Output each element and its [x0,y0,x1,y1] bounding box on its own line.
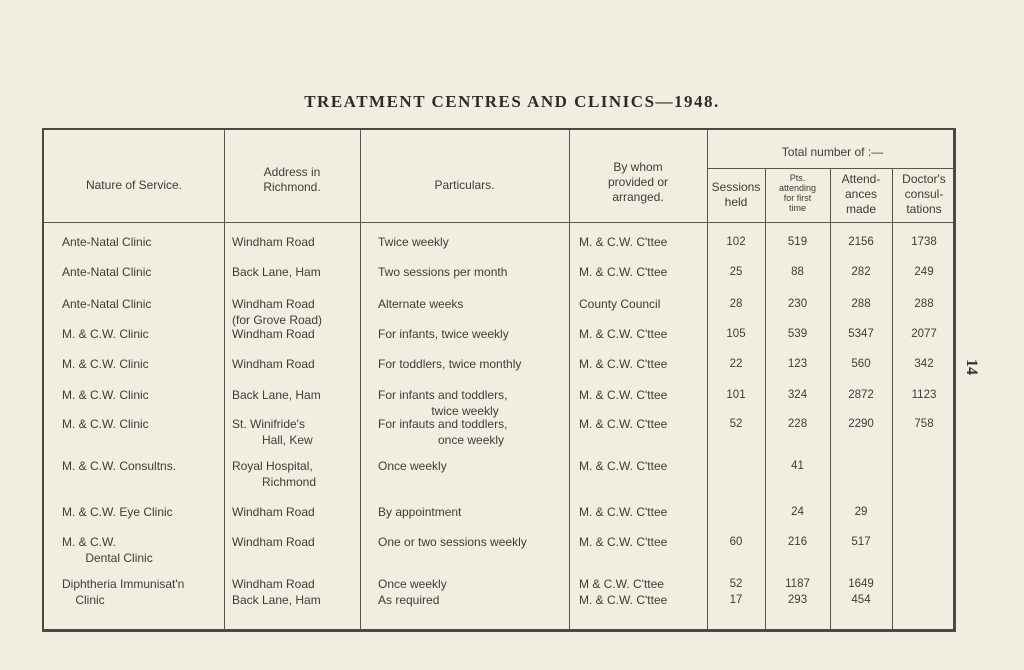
cell-nature: M. & C.W. Clinic [62,357,149,371]
cell-nature: M. & C.W. Consultns. [62,459,177,473]
cell-address: Back Lane, Ham [232,388,321,402]
cell-pts: 41 [791,460,804,472]
cell-pts: 539 [787,328,808,340]
cell-nature: M. & C.W. Clinic [62,388,149,402]
cell-doctors: 758 [914,418,934,430]
cell-sessions: 101 [726,389,746,401]
cell-particulars: Once weekly [378,459,447,473]
cell-address: Windham Road [232,505,315,519]
cell-pts: 123 [787,358,808,370]
cell-attendances: 2156 [848,236,874,248]
cell-pts: 88 [791,266,804,278]
cell-address: Windham Road [232,327,315,341]
cell-sessions: 102 [726,236,746,248]
cell-pts: 216 [787,536,808,548]
cell-attendances: 29 [854,506,868,518]
header-pts-attending: Pts. attending for first time [778,173,817,213]
cell-particulars: Twice weekly [378,235,449,249]
clinics-table [42,128,956,632]
cell-nature: Ante-Natal Clinic [62,265,152,279]
cell-address: Royal Hospital, Richmond [232,459,317,489]
cell-particulars: Once weekly As required [378,577,447,607]
cell-pts: 519 [787,236,808,248]
cell-attendances: 517 [851,536,871,548]
cell-by-whom: M. & C.W. C'ttee [579,505,668,519]
cell-doctors: 1738 [911,236,937,248]
header-by-whom: By whom provided or arranged. [607,160,669,204]
cell-address: Windham Road [232,535,315,549]
cell-sessions: 28 [729,298,743,310]
header-particulars: Particulars. [434,178,495,192]
cell-nature: M. & C.W. Clinic [62,327,149,341]
cell-by-whom: M. & C.W. C'ttee [579,235,668,249]
header-attendances: Attend- ances made [841,172,881,216]
header-nature: Nature of Service. [85,178,183,192]
cell-nature: M. & C.W. Eye Clinic [62,505,173,519]
cell-particulars: For infants and toddlers, twice weekly [378,388,508,418]
cell-address: Windham Road [232,235,315,249]
header-sessions: Sessions held [711,180,761,209]
cell-by-whom: M. & C.W. C'ttee [579,535,668,549]
cell-nature: Diphtheria Immunisat'n Clinic [62,577,185,607]
group-header-rule [707,168,953,169]
cell-doctors: 288 [914,298,934,310]
cell-attendances: 288 [851,298,871,310]
cell-particulars: For toddlers, twice monthly [378,357,522,371]
cell-nature: Ante-Natal Clinic [62,235,152,249]
header-address: Address in Richmond. [263,165,321,194]
page-number: 14 [963,359,980,375]
cell-attendances: 282 [851,266,871,278]
cell-pts: 324 [787,389,808,401]
cell-nature: M. & C.W. Dental Clinic [62,535,153,565]
cell-by-whom: M. & C.W. C'ttee [579,417,668,431]
cell-address: Windham Road [232,357,315,371]
cell-particulars: Alternate weeks [378,297,464,311]
cell-attendances: 2290 [848,418,874,430]
cell-doctors: 2077 [911,328,937,340]
cell-particulars: Two sessions per month [378,265,508,279]
cell-by-whom: M. & C.W. C'ttee [579,327,668,341]
cell-sessions: 60 [729,536,743,548]
cell-pts: 228 [787,418,808,430]
cell-by-whom: M. & C.W. C'ttee [579,265,668,279]
cell-sessions: 52 [729,418,743,430]
cell-pts: 24 [791,506,804,518]
cell-particulars: For infants, twice weekly [378,327,509,341]
cell-by-whom: M. & C.W. C'ttee [579,388,668,402]
cell-particulars: For infauts and toddlers, once weekly [378,417,508,447]
cell-by-whom: M. & C.W. C'ttee [579,357,668,371]
page-title: TREATMENT CENTRES AND CLINICS—1948. [304,92,720,111]
cell-doctors: 342 [914,358,934,370]
cell-by-whom: County Council [579,297,661,311]
cell-sessions: 105 [726,328,746,340]
cell-attendances: 5347 [848,328,874,340]
cell-doctors: 249 [914,266,934,278]
cell-sessions: 22 [729,358,743,370]
cell-sessions: 25 [729,266,743,278]
header-total-group: Total number of :— [781,145,884,159]
column-divider [360,130,361,629]
cell-pts: 1187 293 [785,578,810,606]
cell-nature: Ante-Natal Clinic [62,297,152,311]
cell-by-whom: M & C.W. C'ttee M. & C.W. C'ttee [579,577,668,607]
cell-address: Back Lane, Ham [232,265,321,279]
cell-address: Windham Road Back Lane, Ham [232,577,321,607]
cell-attendances: 1649 454 [848,578,874,606]
header-doctors: Doctor's consul- tations [902,172,946,216]
cell-particulars: By appointment [378,505,462,519]
cell-address: St. Winifride's Hall, Kew [232,417,313,447]
column-divider [224,130,225,629]
cell-attendances: 560 [851,358,871,370]
cell-nature: M. & C.W. Clinic [62,417,149,431]
cell-attendances: 2872 [848,389,874,401]
cell-pts: 230 [787,298,808,310]
cell-sessions: 52 17 [729,578,743,606]
cell-address: Windham Road (for Grove Road) [232,297,323,327]
cell-doctors: 1123 [911,389,937,401]
header-rule [44,222,953,223]
cell-by-whom: M. & C.W. C'ttee [579,459,668,473]
cell-particulars: One or two sessions weekly [378,535,527,549]
